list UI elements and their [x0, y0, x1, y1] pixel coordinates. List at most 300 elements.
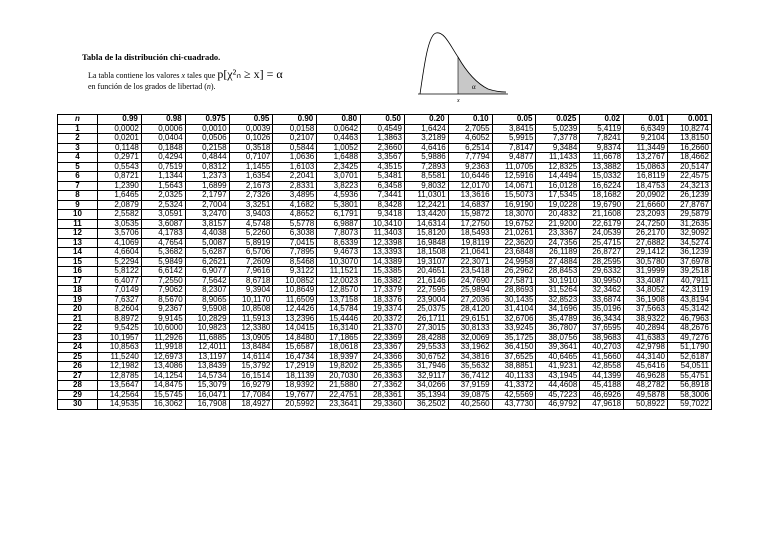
degrees-of-freedom-cell: 29 [58, 390, 98, 400]
table-row [58, 229, 712, 239]
critical-value-cell: 23,3367 [361, 343, 405, 353]
variable-n: n [206, 82, 211, 91]
critical-value-cell: 6,1791 [317, 210, 361, 220]
critical-value-cell: 8,6339 [317, 238, 361, 248]
table-row [58, 267, 712, 277]
critical-value-cell: 16,9190 [492, 200, 536, 210]
table-row [58, 257, 712, 267]
table-header-row [58, 115, 712, 125]
critical-value-cell: 27,3362 [361, 381, 405, 391]
critical-value-cell: 3,6087 [141, 219, 185, 229]
critical-value-cell: 27,3015 [404, 324, 448, 334]
critical-value-cell: 15,3792 [229, 362, 273, 372]
critical-value-cell: 7,8147 [492, 143, 536, 153]
critical-value-cell: 4,5936 [317, 191, 361, 201]
critical-value-cell: 1,6103 [273, 162, 317, 172]
critical-value-cell: 1,2373 [185, 172, 229, 182]
critical-value-cell: 3,2189 [404, 134, 448, 144]
critical-value-cell: 34,0266 [404, 381, 448, 391]
critical-value-cell: 14,9535 [98, 400, 142, 410]
critical-value-cell: 2,8331 [273, 181, 317, 191]
critical-value-cell: 34,3816 [448, 352, 492, 362]
degrees-of-freedom-cell: 7 [58, 181, 98, 191]
critical-value-cell: 39,2518 [667, 267, 711, 277]
critical-value-cell: 12,4011 [185, 343, 229, 353]
critical-value-cell: 15,6587 [273, 343, 317, 353]
critical-value-cell: 0,0039 [229, 124, 273, 134]
critical-value-cell: 1,6354 [229, 172, 273, 182]
degrees-of-freedom-cell: 2 [58, 134, 98, 144]
table-row [58, 181, 712, 191]
critical-value-cell: 16,2660 [667, 143, 711, 153]
critical-value-cell: 14,8475 [141, 381, 185, 391]
critical-value-cell: 32,8523 [536, 295, 580, 305]
critical-value-cell: 21,6146 [404, 276, 448, 286]
critical-value-cell: 39,0875 [448, 390, 492, 400]
table-row [58, 143, 712, 153]
critical-value-cell: 17,5345 [536, 191, 580, 201]
critical-value-cell: 14,0415 [273, 324, 317, 334]
critical-value-cell: 11,6509 [273, 295, 317, 305]
critical-value-cell: 8,6718 [229, 276, 273, 286]
critical-value-cell: 0,8312 [185, 162, 229, 172]
table-row [58, 352, 712, 362]
critical-value-cell: 48,2782 [624, 381, 668, 391]
critical-value-cell: 9,4877 [492, 153, 536, 163]
critical-value-cell: 11,9918 [141, 343, 185, 353]
critical-value-cell: 18,5493 [448, 229, 492, 239]
critical-value-cell: 36,7807 [536, 324, 580, 334]
critical-value-cell: 5,6287 [185, 248, 229, 258]
critical-value-cell: 24,7690 [448, 276, 492, 286]
critical-value-cell: 14,1254 [141, 371, 185, 381]
critical-value-cell: 38,0756 [536, 333, 580, 343]
critical-value-cell: 18,3376 [361, 295, 405, 305]
critical-value-cell: 9,9145 [141, 314, 185, 324]
critical-value-cell: 13,5647 [98, 381, 142, 391]
critical-value-cell: 28,8693 [492, 286, 536, 296]
degrees-of-freedom-cell: 12 [58, 229, 98, 239]
degrees-of-freedom-cell: 22 [58, 324, 98, 334]
critical-value-cell: 3,0701 [317, 172, 361, 182]
critical-value-cell: 21,9200 [536, 219, 580, 229]
critical-value-cell: 24,0539 [580, 229, 624, 239]
critical-value-cell: 14,6837 [448, 200, 492, 210]
critical-value-cell: 28,3361 [361, 390, 405, 400]
critical-value-cell: 48,2676 [667, 324, 711, 334]
critical-value-cell: 18,4662 [667, 153, 711, 163]
column-header-alpha: 0.20 [404, 115, 448, 125]
critical-value-cell: 13,8150 [667, 134, 711, 144]
critical-value-cell: 0,4294 [141, 153, 185, 163]
critical-value-cell: 26,1189 [536, 248, 580, 258]
critical-value-cell: 17,2750 [448, 219, 492, 229]
critical-value-cell: 29,3360 [361, 400, 405, 410]
critical-value-cell: 46,6926 [580, 390, 624, 400]
critical-value-cell: 37,6595 [580, 324, 624, 334]
critical-value-cell: 4,6052 [448, 134, 492, 144]
chi-square-table [57, 114, 712, 410]
column-header-alpha: 0.80 [317, 115, 361, 125]
critical-value-cell: 12,5916 [492, 172, 536, 182]
critical-value-cell: 31,9999 [624, 267, 668, 277]
critical-value-cell: 21,5880 [317, 381, 361, 391]
critical-value-cell: 5,0239 [536, 124, 580, 134]
critical-value-cell: 7,0415 [273, 238, 317, 248]
description-line2-suffix: ). [210, 82, 216, 91]
table-row [58, 371, 712, 381]
critical-value-cell: 16,3062 [141, 400, 185, 410]
critical-value-cell: 24,7250 [624, 219, 668, 229]
critical-value-cell: 12,6973 [141, 352, 185, 362]
degrees-of-freedom-cell: 19 [58, 295, 98, 305]
critical-value-cell: 15,0863 [624, 162, 668, 172]
critical-value-cell: 16,0471 [185, 390, 229, 400]
critical-value-cell: 6,3458 [361, 181, 405, 191]
critical-value-cell: 0,7107 [229, 153, 273, 163]
critical-value-cell: 29,6151 [448, 314, 492, 324]
table-row [58, 200, 712, 210]
critical-value-cell: 37,6525 [492, 352, 536, 362]
critical-value-cell: 32,9117 [404, 371, 448, 381]
critical-value-cell: 9,2104 [624, 134, 668, 144]
critical-value-cell: 38,9683 [580, 333, 624, 343]
critical-value-cell: 21,0641 [448, 248, 492, 258]
critical-value-cell: 1,1455 [229, 162, 273, 172]
table-row [58, 400, 712, 410]
critical-value-cell: 42,8558 [580, 362, 624, 372]
table-row [58, 295, 712, 305]
critical-value-cell: 35,5632 [448, 362, 492, 372]
critical-value-cell: 12,2421 [404, 200, 448, 210]
critical-value-cell: 0,2971 [98, 153, 142, 163]
critical-value-cell: 13,7158 [317, 295, 361, 305]
critical-value-cell: 12,1982 [98, 362, 142, 372]
critical-value-cell: 6,3038 [273, 229, 317, 239]
critical-value-cell: 46,9628 [624, 371, 668, 381]
critical-value-cell: 23,2093 [624, 210, 668, 220]
critical-value-cell: 27,2036 [448, 295, 492, 305]
critical-value-cell: 6,6349 [624, 124, 668, 134]
table-row [58, 343, 712, 353]
critical-value-cell: 2,5582 [98, 210, 142, 220]
critical-value-cell: 35,1725 [492, 333, 536, 343]
critical-value-cell: 3,0535 [98, 219, 142, 229]
table-row [58, 276, 712, 286]
critical-value-cell: 10,6000 [141, 324, 185, 334]
critical-value-cell: 7,3778 [536, 134, 580, 144]
critical-value-cell: 5,2260 [229, 229, 273, 239]
critical-value-cell: 28,4120 [448, 305, 492, 315]
critical-value-cell: 14,5734 [185, 371, 229, 381]
critical-value-cell: 13,2396 [273, 314, 317, 324]
critical-value-cell: 0,0158 [273, 124, 317, 134]
critical-value-cell: 32,6706 [492, 314, 536, 324]
degrees-of-freedom-cell: 15 [58, 257, 98, 267]
critical-value-cell: 20,5147 [667, 162, 711, 172]
critical-value-cell: 2,0325 [141, 191, 185, 201]
critical-value-cell: 30,5780 [624, 257, 668, 267]
table-row [58, 314, 712, 324]
critical-value-cell: 27,8767 [667, 200, 711, 210]
degrees-of-freedom-cell: 27 [58, 371, 98, 381]
critical-value-cell: 23,3367 [536, 229, 580, 239]
critical-value-cell: 55,4751 [667, 371, 711, 381]
critical-value-cell: 43,1945 [536, 371, 580, 381]
critical-value-cell: 14,8480 [273, 333, 317, 343]
critical-value-cell: 21,6660 [624, 200, 668, 210]
critical-value-cell: 15,5073 [492, 191, 536, 201]
critical-value-cell: 32,0069 [448, 333, 492, 343]
critical-value-cell: 40,2703 [580, 343, 624, 353]
critical-value-cell: 8,2307 [185, 286, 229, 296]
critical-value-cell: 7,6327 [98, 295, 142, 305]
critical-value-cell: 10,0852 [273, 276, 317, 286]
critical-value-cell: 42,9798 [624, 343, 668, 353]
critical-value-cell: 16,3140 [317, 324, 361, 334]
critical-value-cell: 46,7963 [667, 314, 711, 324]
critical-value-cell: 7,8241 [580, 134, 624, 144]
critical-value-cell: 15,4446 [317, 314, 361, 324]
critical-value-cell: 10,8508 [229, 305, 273, 315]
critical-value-cell: 12,4426 [273, 305, 317, 315]
critical-value-cell: 13,0905 [229, 333, 273, 343]
critical-value-cell: 5,5778 [273, 219, 317, 229]
critical-value-cell: 2,3425 [317, 162, 361, 172]
critical-value-cell: 11,2926 [141, 333, 185, 343]
critical-value-cell: 0,8721 [98, 172, 142, 182]
critical-value-cell: 0,1026 [229, 134, 273, 144]
critical-value-cell: 4,6416 [404, 143, 448, 153]
critical-value-cell: 54,0511 [667, 362, 711, 372]
critical-value-cell: 14,0671 [492, 181, 536, 191]
critical-value-cell: 25,3365 [361, 362, 405, 372]
critical-value-cell: 45,7223 [536, 390, 580, 400]
critical-value-cell: 18,1682 [580, 191, 624, 201]
degrees-of-freedom-cell: 14 [58, 248, 98, 258]
critical-value-cell: 14,5784 [317, 305, 361, 315]
description-prefix: La tabla contiene los valores [88, 71, 180, 80]
critical-value-cell: 34,5274 [667, 238, 711, 248]
critical-value-cell: 9,8032 [404, 181, 448, 191]
description-mid: tales que [187, 71, 216, 80]
column-header-alpha: 0.02 [580, 115, 624, 125]
critical-value-cell: 37,9159 [448, 381, 492, 391]
critical-value-cell: 35,0196 [580, 305, 624, 315]
critical-value-cell: 0,2158 [185, 143, 229, 153]
critical-value-cell: 20,5992 [273, 400, 317, 410]
critical-value-cell: 2,7326 [229, 191, 273, 201]
critical-value-cell: 27,4884 [536, 257, 580, 267]
critical-value-cell: 30,1910 [536, 276, 580, 286]
critical-value-cell: 17,7084 [229, 390, 273, 400]
critical-value-cell: 29,5879 [667, 210, 711, 220]
critical-value-cell: 0,0201 [98, 134, 142, 144]
critical-value-cell: 23,3641 [317, 400, 361, 410]
critical-value-cell: 20,7030 [317, 371, 361, 381]
critical-value-cell: 16,9848 [404, 238, 448, 248]
critical-value-cell: 12,0170 [448, 181, 492, 191]
critical-value-cell: 29,1412 [624, 248, 668, 258]
degrees-of-freedom-cell: 16 [58, 267, 98, 277]
critical-value-cell: 0,5543 [98, 162, 142, 172]
critical-value-cell: 13,3616 [448, 191, 492, 201]
critical-value-cell: 0,3518 [229, 143, 273, 153]
critical-value-cell: 40,2560 [448, 400, 492, 410]
critical-value-cell: 28,2595 [580, 257, 624, 267]
critical-value-cell: 7,5642 [185, 276, 229, 286]
degrees-of-freedom-cell: 18 [58, 286, 98, 296]
critical-value-cell: 5,8122 [98, 267, 142, 277]
degrees-of-freedom-cell: 1 [58, 124, 98, 134]
critical-value-cell: 10,3410 [361, 219, 405, 229]
critical-value-cell: 16,3382 [361, 276, 405, 286]
critical-value-cell: 7,2609 [229, 257, 273, 267]
critical-value-cell: 2,5324 [141, 200, 185, 210]
critical-value-cell: 19,0228 [536, 200, 580, 210]
critical-value-cell: 28,4288 [404, 333, 448, 343]
critical-value-cell: 18,9392 [273, 381, 317, 391]
degrees-of-freedom-cell: 24 [58, 343, 98, 353]
degrees-of-freedom-cell: 26 [58, 362, 98, 372]
critical-value-cell: 13,8439 [185, 362, 229, 372]
critical-value-cell: 5,9915 [492, 134, 536, 144]
critical-value-cell: 17,3379 [361, 286, 405, 296]
critical-value-cell: 7,2550 [141, 276, 185, 286]
tail-area-shading [458, 57, 506, 94]
critical-value-cell: 7,2893 [404, 162, 448, 172]
degrees-of-freedom-cell: 10 [58, 210, 98, 220]
critical-value-cell: 40,7911 [667, 276, 711, 286]
critical-value-cell: 5,9886 [404, 153, 448, 163]
critical-value-cell: 36,7412 [448, 371, 492, 381]
critical-value-cell: 6,9077 [185, 267, 229, 277]
critical-value-cell: 16,4734 [273, 352, 317, 362]
critical-value-cell: 44,1399 [580, 371, 624, 381]
critical-value-cell: 0,0010 [185, 124, 229, 134]
critical-value-cell: 47,9618 [580, 400, 624, 410]
critical-value-cell: 6,6142 [141, 267, 185, 277]
degrees-of-freedom-cell: 20 [58, 305, 98, 315]
critical-value-cell: 12,0023 [317, 276, 361, 286]
critical-value-cell: 6,2621 [185, 257, 229, 267]
column-header-alpha: 0.01 [624, 115, 668, 125]
degrees-of-freedom-cell: 13 [58, 238, 98, 248]
critical-value-cell: 36,1908 [624, 295, 668, 305]
critical-value-cell: 45,6416 [624, 362, 668, 372]
critical-value-cell: 2,7004 [185, 200, 229, 210]
critical-value-cell: 17,2919 [273, 362, 317, 372]
critical-value-cell: 7,8073 [317, 229, 361, 239]
critical-value-cell: 41,3372 [492, 381, 536, 391]
critical-value-cell: 5,0087 [185, 238, 229, 248]
critical-value-cell: 18,4753 [624, 181, 668, 191]
column-header-n: n [58, 115, 98, 125]
critical-value-cell: 7,3441 [361, 191, 405, 201]
critical-value-cell: 10,6446 [448, 172, 492, 182]
critical-value-cell: 19,7677 [273, 390, 317, 400]
critical-value-cell: 26,2962 [492, 267, 536, 277]
critical-value-cell: 50,8922 [624, 400, 668, 410]
critical-value-cell: 7,7794 [448, 153, 492, 163]
critical-value-cell: 4,4038 [185, 229, 229, 239]
critical-value-cell: 41,5660 [580, 352, 624, 362]
column-header-alpha: 0.50 [361, 115, 405, 125]
critical-value-cell: 7,9616 [229, 267, 273, 277]
critical-value-cell: 4,8652 [273, 210, 317, 220]
critical-value-cell: 31,5264 [536, 286, 580, 296]
critical-value-cell: 9,3122 [273, 267, 317, 277]
table-row [58, 124, 712, 134]
critical-value-cell: 31,7946 [404, 362, 448, 372]
critical-value-cell: 8,5468 [273, 257, 317, 267]
critical-value-cell: 2,3660 [361, 143, 405, 153]
critical-value-cell: 49,5878 [624, 390, 668, 400]
critical-value-cell: 3,5706 [98, 229, 142, 239]
critical-value-cell: 10,9823 [185, 324, 229, 334]
critical-value-cell: 16,8119 [624, 172, 668, 182]
degrees-of-freedom-cell: 23 [58, 333, 98, 343]
critical-value-cell: 19,3374 [361, 305, 405, 315]
critical-value-cell: 56,8918 [667, 381, 711, 391]
critical-value-cell: 22,4751 [317, 390, 361, 400]
critical-value-cell: 59,7022 [667, 400, 711, 410]
critical-value-cell: 0,0506 [185, 134, 229, 144]
description-line2-prefix: en función de los grados de libertad ( [88, 82, 207, 91]
table-row [58, 362, 712, 372]
critical-value-cell: 40,2894 [624, 324, 668, 334]
table-row [58, 333, 712, 343]
critical-value-cell: 13,8484 [229, 343, 273, 353]
critical-value-cell: 25,9894 [448, 286, 492, 296]
column-header-alpha: 0.05 [492, 115, 536, 125]
degrees-of-freedom-cell: 3 [58, 143, 98, 153]
critical-value-cell: 15,8120 [404, 229, 448, 239]
critical-value-cell: 37,6978 [667, 257, 711, 267]
critical-value-cell: 13,1197 [185, 352, 229, 362]
critical-value-cell: 20,0902 [624, 191, 668, 201]
critical-value-cell: 9,2363 [448, 162, 492, 172]
critical-value-cell: 36,2502 [404, 400, 448, 410]
critical-value-cell: 42,5569 [492, 390, 536, 400]
critical-value-cell: 12,8570 [317, 286, 361, 296]
critical-value-cell: 13,4420 [404, 210, 448, 220]
critical-value-cell: 5,3801 [317, 200, 361, 210]
critical-value-cell: 30,8133 [448, 324, 492, 334]
critical-value-cell: 25,4715 [580, 238, 624, 248]
critical-value-cell: 5,8919 [229, 238, 273, 248]
critical-value-cell: 24,7356 [536, 238, 580, 248]
critical-value-cell: 10,2829 [185, 314, 229, 324]
chi-square-density-curve [418, 27, 508, 103]
critical-value-cell: 44,3140 [624, 352, 668, 362]
critical-value-cell: 14,3389 [361, 257, 405, 267]
critical-value-cell: 2,1673 [229, 181, 273, 191]
table-row [58, 134, 712, 144]
table-row [58, 219, 712, 229]
degrees-of-freedom-cell: 6 [58, 172, 98, 182]
table-row [58, 286, 712, 296]
critical-value-cell: 18,1139 [273, 371, 317, 381]
critical-value-cell: 22,6179 [580, 219, 624, 229]
critical-value-cell: 8,8972 [98, 314, 142, 324]
critical-value-cell: 11,3449 [624, 143, 668, 153]
critical-value-cell: 8,5581 [404, 172, 448, 182]
critical-value-cell: 22,3369 [361, 333, 405, 343]
critical-value-cell: 4,1682 [273, 200, 317, 210]
critical-value-cell: 38,9322 [624, 314, 668, 324]
description-line-1 [88, 67, 283, 82]
